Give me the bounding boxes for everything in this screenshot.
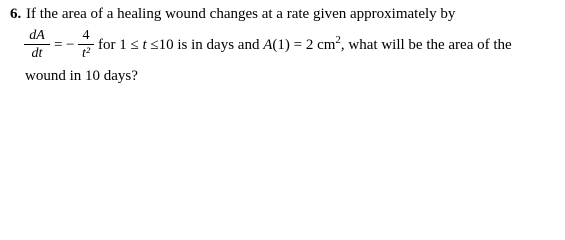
initial-value: (1) = 2 cm [272, 37, 336, 53]
fraction-bar [24, 44, 50, 45]
rate-numerator: 4 [82, 28, 90, 43]
condition-pre: for 1 ≤ [98, 37, 143, 53]
initial-exponent: 2 [335, 34, 341, 46]
question-tail: , what will be the area of the [340, 37, 512, 53]
derivative-fraction [24, 28, 50, 61]
rate-fraction [78, 28, 94, 61]
problem-statement-line-3: wound in 10 days? [25, 68, 138, 84]
derivative-denominator: dt [31, 46, 43, 61]
condition-variable: t [142, 37, 147, 53]
condition-text [98, 36, 512, 54]
rate-denominator: t² [81, 46, 91, 61]
derivative-numerator: dA [29, 28, 45, 43]
initial-function: A [263, 37, 273, 53]
condition-post: ≤10 is in days and [146, 37, 264, 53]
problem-number: 6. [10, 6, 22, 22]
minus-sign: − [66, 37, 75, 53]
fraction-bar [78, 44, 94, 45]
equals-sign: = [54, 37, 63, 53]
problem-statement-line-1: If the area of a healing wound changes at a rate given approximately by [26, 6, 456, 22]
